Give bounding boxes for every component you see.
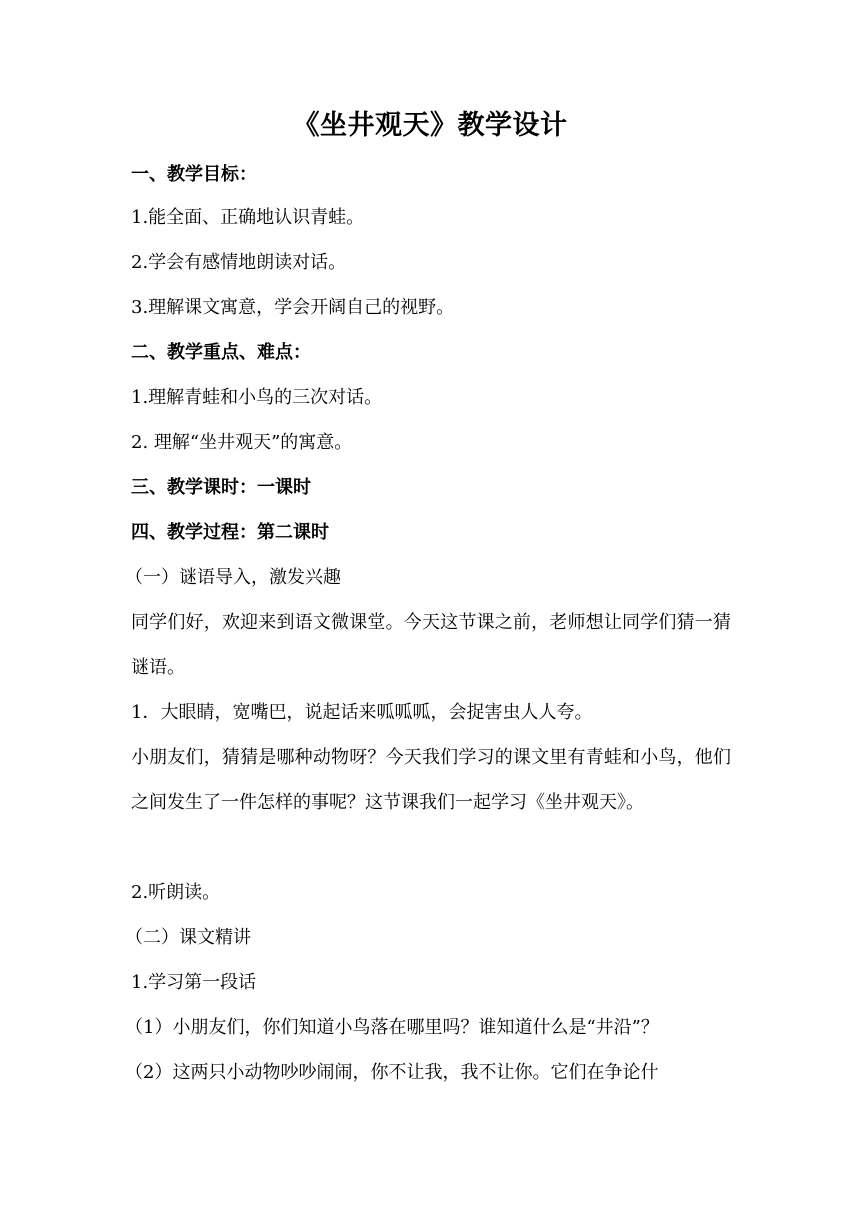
paragraph-intro: 同学们好，欢迎来到语文微课堂。今天这节课之前，老师想让同学们猜一猜谜语。: [131, 612, 731, 678]
riddle-item-1: 1．大眼睛，宽嘴巴，说起话来呱呱呱，会捉害虫人人夸。: [131, 702, 593, 723]
question-1: （1）小朋友们，你们知道小鸟落在哪里吗？谁知道什么是“井沿”？: [125, 1017, 659, 1038]
section-heading-goals: 一、教学目标：: [131, 164, 257, 185]
goal-item-2: 2.学会有感情地朗读对话。: [131, 252, 347, 273]
goal-item-1: 1.能全面、正确地认识青蛙。: [131, 207, 365, 228]
lecture-item-1: 1.学习第一段话: [131, 972, 257, 993]
subsection-heading-riddle: （一）谜语导入，激发兴趣: [125, 567, 341, 588]
key-point-2: 2. 理解“坐井观天”的寓意。: [131, 432, 353, 453]
key-point-1: 1.理解青蛙和小鸟的三次对话。: [131, 387, 383, 408]
subsection-heading-lecture: （二）课文精讲: [125, 927, 251, 948]
question-2: （2）这两只小动物吵吵闹闹，你不让我，我不让你。它们在争论什: [125, 1062, 659, 1083]
document-title: 《坐井观天》教学设计: [292, 110, 568, 141]
section-heading-key-points: 二、教学重点、难点：: [131, 342, 311, 363]
goal-item-3: 3.理解课文寓意，学会开阔自己的视野。: [131, 297, 455, 318]
listen-item-2: 2.听朗读。: [131, 882, 221, 903]
paragraph-lesson-intro: 小朋友们，猜猜是哪种动物呀？今天我们学习的课文里有青蛙和小鸟，他们之间发生了一件怎样的事呢？这节课我们一起学习《坐井观天》。: [131, 747, 731, 813]
section-heading-periods: 三、教学课时：一课时: [131, 477, 311, 498]
section-heading-process: 四、教学过程：第二课时: [131, 522, 329, 543]
